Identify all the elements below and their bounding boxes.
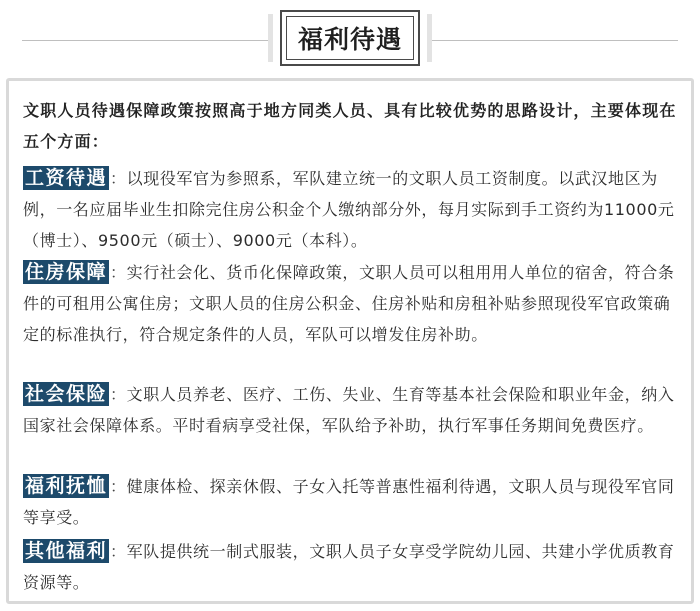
section-separator: ： bbox=[110, 263, 127, 282]
section-tag-salary: 工资待遇 bbox=[25, 167, 108, 189]
intro-paragraph: 文职人员待遇保障政策按照高于地方同类人员、具有比较优势的思路设计，主要体现在五个方面： bbox=[23, 101, 677, 151]
section-separator: ： bbox=[110, 385, 127, 404]
section-separator: ： bbox=[110, 477, 127, 496]
header-bar-left bbox=[268, 14, 273, 62]
section-text-salary: 以现役军官为参照系，军队建立统一的文职人员工资制度。以武汉地区为例，一名应届毕业生扣除完住房公积金个人缴纳部分外，每月实际到手工资约为11000元（博士）、9500元（硕士）、9000元（本科）。 bbox=[23, 169, 675, 250]
header-bar-right bbox=[427, 14, 432, 62]
section-text-insurance: 文职人员养老、医疗、工伤、失业、生育等基本社会保险和职业年金，纳入国家社会保障体系。平时看病享受社保，军队给予补助，执行军事任务期间免费医疗。 bbox=[23, 385, 675, 435]
content-panel bbox=[6, 78, 694, 604]
header-rule-left bbox=[22, 40, 270, 41]
section-tag-insurance: 社会保险 bbox=[25, 383, 108, 405]
section-header bbox=[0, 0, 700, 70]
section-text-other: 军队提供统一制式服装，文职人员子女享受学院幼儿园、共建小学优质教育资源等。 bbox=[23, 542, 675, 592]
section-housing bbox=[23, 257, 683, 350]
header-rule-right bbox=[432, 40, 678, 41]
page-title: 福利待遇 bbox=[297, 25, 402, 54]
title-frame bbox=[280, 10, 420, 66]
section-welfare bbox=[23, 471, 683, 533]
section-separator: ： bbox=[110, 169, 127, 188]
section-separator: ： bbox=[110, 542, 127, 561]
title-frame-inner bbox=[286, 16, 414, 60]
section-tag-other: 其他福利 bbox=[25, 540, 108, 562]
section-other-benefits bbox=[23, 536, 683, 598]
section-tag-housing: 住房保障 bbox=[25, 261, 108, 283]
section-salary bbox=[23, 163, 683, 256]
section-text-housing: 实行社会化、货币化保障政策，文职人员可以租用用人单位的宿舍，符合条件的可租用公寓住房；文职人员的住房公积金、住房补贴和房租补贴参照现役军官政策确定的标准执行，符合规定条件的人员，军队可以增发住房补助。 bbox=[23, 263, 675, 344]
section-text-welfare: 健康体检、探亲休假、子女入托等普惠性福利待遇，文职人员与现役军官同等享受。 bbox=[23, 477, 675, 527]
section-insurance bbox=[23, 379, 683, 441]
section-tag-welfare: 福利抚恤 bbox=[25, 475, 108, 497]
